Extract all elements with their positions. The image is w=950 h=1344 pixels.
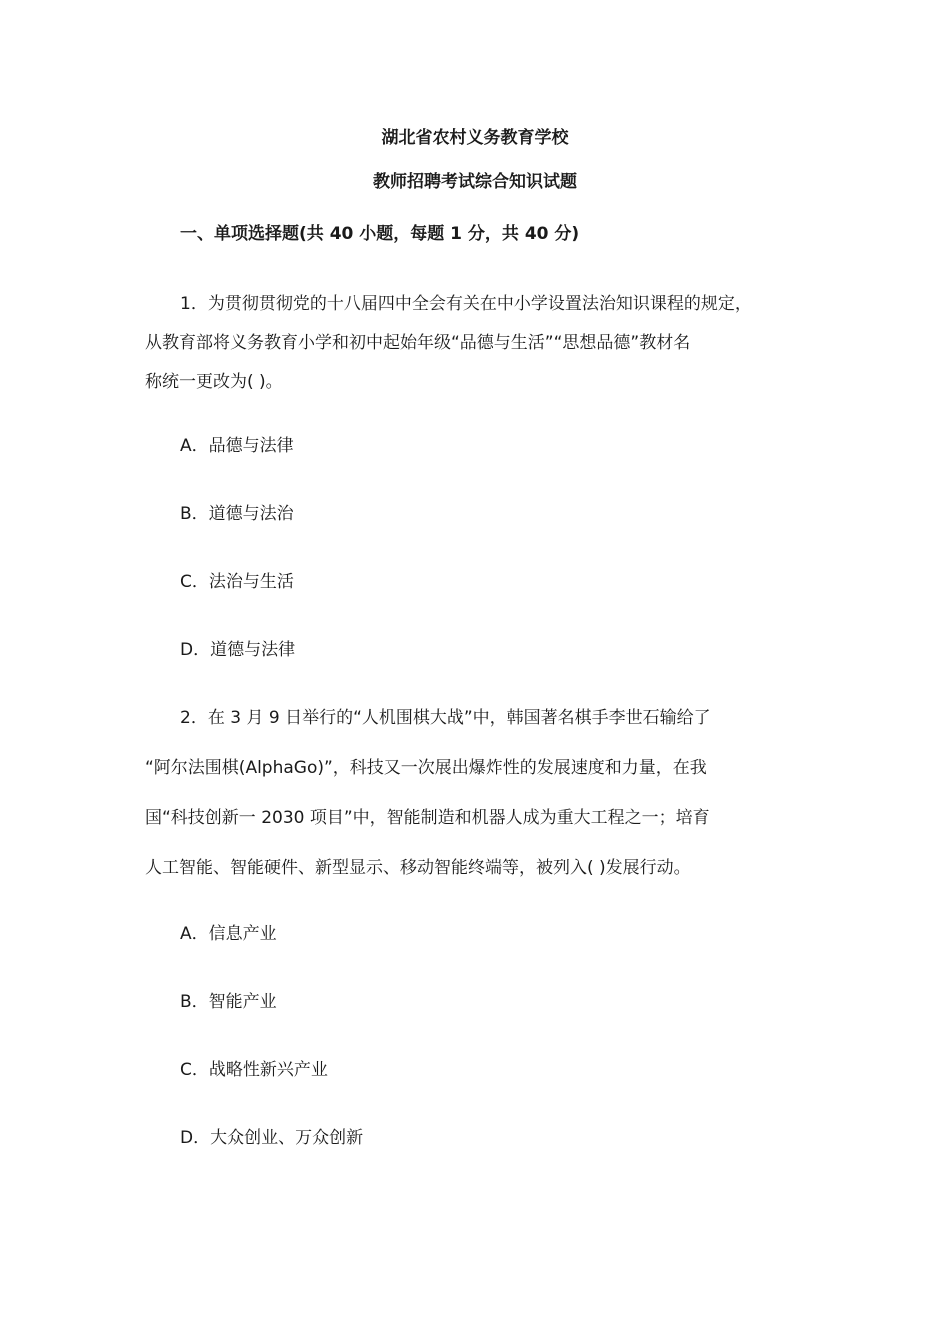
option-c: C．法治与生活 [180, 572, 294, 592]
question-text-line: “阿尔法围棋(AlphaGo)”，科技又一次展出爆炸性的发展速度和力量，在我 [145, 758, 707, 778]
question-text-line: 称统一更改为( )。 [145, 372, 283, 392]
document-title: 湖北省农村义务教育学校 [381, 128, 569, 148]
option-d: D．大众创业、万众创新 [180, 1128, 364, 1148]
option-a: A．信息产业 [180, 924, 277, 944]
option-b: B．道德与法治 [180, 504, 294, 524]
option-c: C．战略性新兴产业 [180, 1060, 328, 1080]
question-text-line: 2．在 3 月 9 日举行的“人机围棋大战”中，韩国著名棋手李世石输给了 [180, 708, 711, 728]
option-d: D．道德与法律 [180, 640, 296, 660]
option-a: A．品德与法律 [180, 436, 294, 456]
question-text-line: 人工智能、智能硬件、新型显示、移动智能终端等，被列入( )发展行动。 [145, 858, 691, 878]
document-subtitle: 教师招聘考试综合知识试题 [373, 172, 577, 192]
option-b: B．智能产业 [180, 992, 277, 1012]
question-text-line: 1．为贯彻贯彻党的十八届四中全会有关在中小学设置法治知识课程的规定， [180, 294, 752, 314]
section-heading: 一、单项选择题(共 40 小题，每题 1 分，共 40 分) [180, 224, 580, 244]
question-text-line: 国“科技创新一 2030 项目”中，智能制造和机器人成为重大工程之一；培育 [145, 808, 710, 828]
question-text-line: 从教育部将义务教育小学和初中起始年级“品德与生活”“思想品德”教材名 [145, 333, 691, 353]
